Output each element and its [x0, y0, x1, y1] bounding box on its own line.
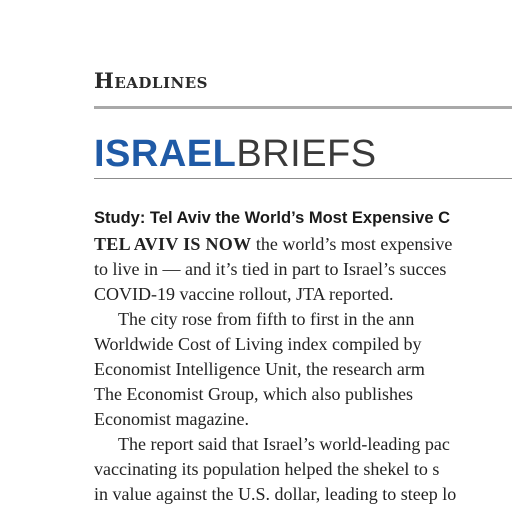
story-lead: TEL AVIV IS NOW [94, 234, 252, 254]
body-line: The city rose from fifth to first in the ann [118, 309, 415, 329]
body-line: to live in — and it’s tied in part to Israel’s succes [94, 259, 447, 279]
section-heading: Headlines [94, 68, 208, 93]
story-headline: Study: Tel Aviv the World’s Most Expensive C [94, 209, 451, 227]
body-line [94, 232, 512, 257]
body-line: Worldwide Cost of Living index compiled by [94, 334, 422, 354]
body-line: COVID-19 vaccine rollout, JTA reported. [94, 284, 394, 304]
brand-bold-text: ISRAEL [94, 133, 237, 175]
section-brand [94, 132, 377, 176]
body-line: in value against the U.S. dollar, leading to steep lo [94, 484, 457, 504]
body-text: the world’s most expensive [251, 234, 453, 254]
body-line: The Economist Group, which also publishes [94, 384, 413, 404]
body-line: Economist Intelligence Unit, the research arm [94, 359, 425, 379]
body-line: vaccinating its population helped the shekel to s [94, 459, 440, 479]
body-line: The report said that Israel’s world-leading pac [118, 434, 450, 454]
body-line: Economist magazine. [94, 409, 249, 429]
story-body [94, 232, 512, 507]
brand-rule [94, 178, 512, 179]
brand-light-text: BRIEFS [236, 133, 377, 175]
section-rule [94, 106, 512, 109]
